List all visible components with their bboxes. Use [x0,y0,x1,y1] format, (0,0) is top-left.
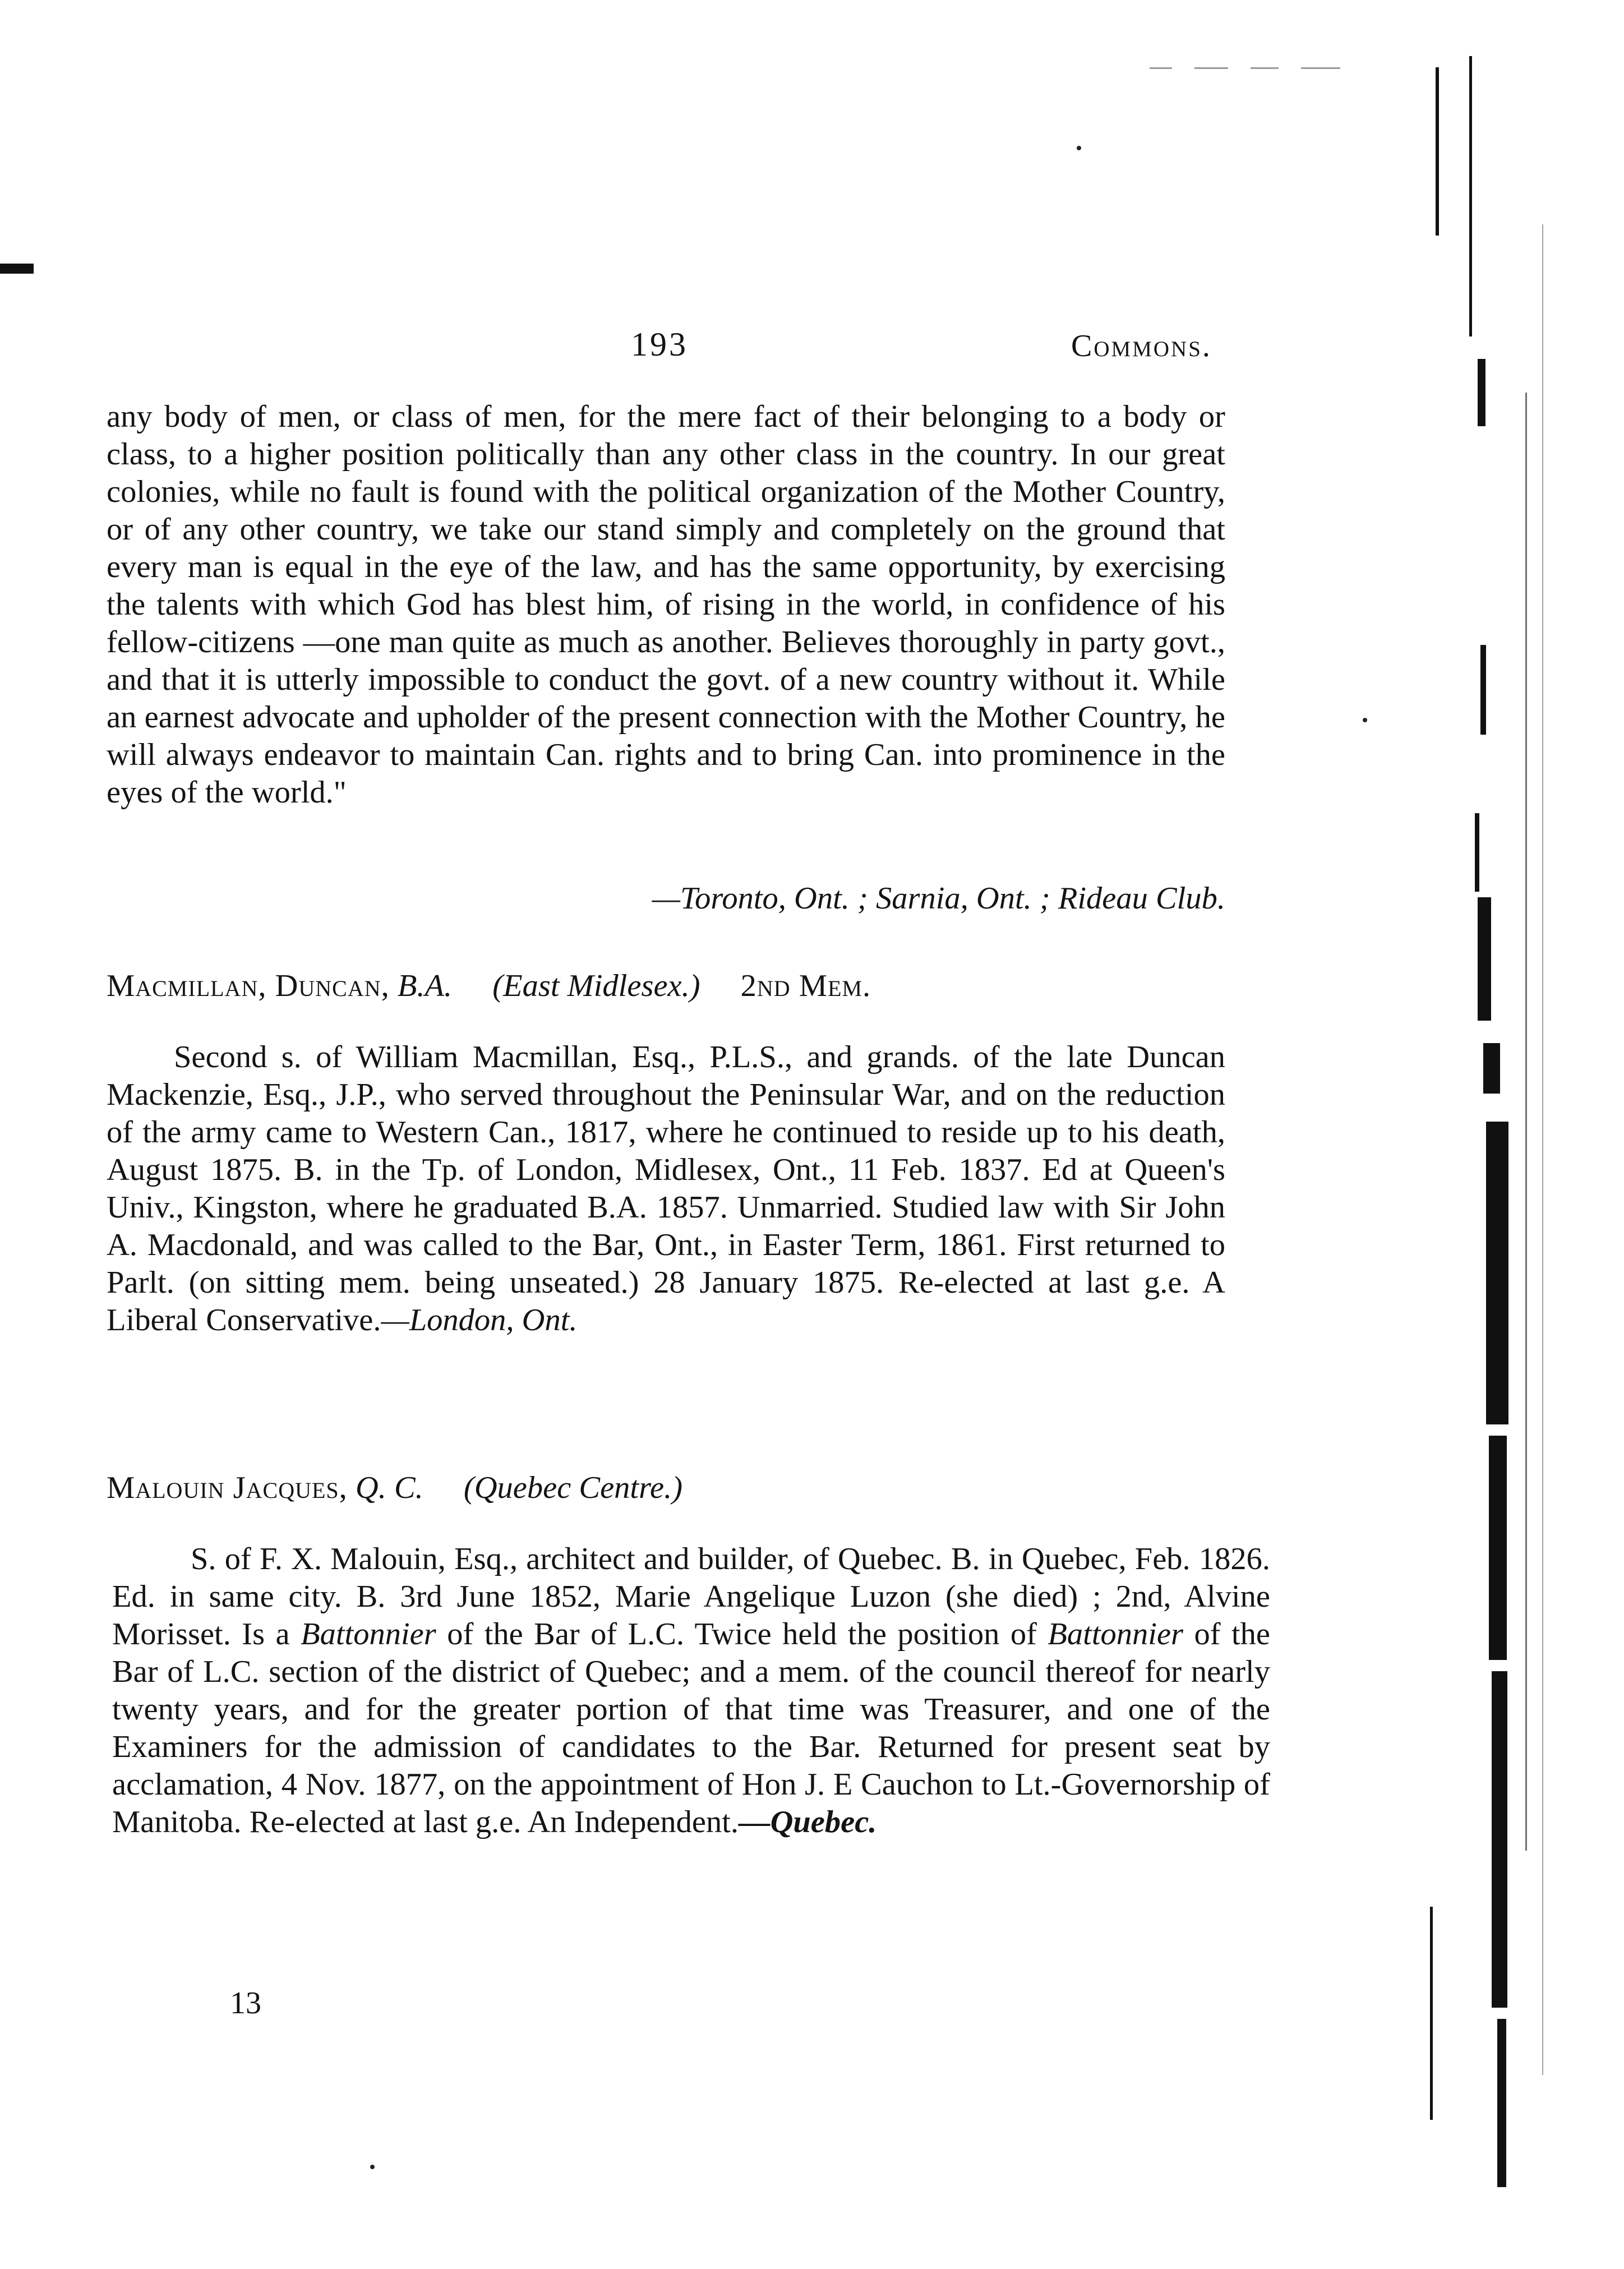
section-title: Commons. [1071,329,1212,363]
member-name: Malouin Jacques, [107,1470,348,1505]
member-note: 2nd Mem. [740,969,871,1003]
entry-heading-macmillan [107,967,871,1005]
scan-dash [1150,67,1172,69]
constituency: (Quebec Centre.) [463,1470,683,1505]
scan-dash [1194,67,1228,69]
italic-term: Battonnier [1048,1617,1184,1652]
italic-term: Battonnier [301,1617,436,1652]
biography-text-part1: S. of F. X. Malouin, Esq., architect and builder, of Quebec. B. in Quebec, Feb. 1826. Ed. in same city. B. 3rd June 1852, Marie Angelique Luzon (she died) ; 2nd, Alvine Morisset. Is a [112,1542,1270,1652]
signature-number: 13 [230,1986,261,2021]
scan-speck [370,2165,375,2169]
continued-biography-text: any body of men, or class of men, for the mere fact of their belonging to a body or class, to a higher position politically than any other class in the country. In our great colonies, while no fault is found with the political organization of the Mother Country, or of any other country, we take our stand simply and completely on the ground that every man is equal in the eye of the law, and has the same opportunity, by exercising the talents with which God has blest him, of rising in the world, in confidence of his fellow-citizens —one man quite as much as another. Believes thoroughly in party govt., and that it is utterly impossible to conduct the govt. of a new country without it. While an earnest advocate and upholder of the present connection with the Mother Country, he will always endeavor to maintain Can. rights and to bring Can. into prominence in the eyes of the world." [107,399,1225,810]
entry-heading-malouin [107,1469,682,1507]
scan-edge-mark [0,264,34,274]
member-degree: B.A. [397,969,453,1003]
residence: —London, Ont. [381,1303,578,1338]
biography-text: Second s. of William Macmillan, Esq., P.L.S., and grands. of the late Duncan Mackenzie, Esq., J.P., who served throughout the Peninsular War, and on the reduction of the army came to Western Can., 1817, where he continued to reside up to his death, August 1875. B. in the Tp. of London, Midlesex, Ont., 11 Feb. 1837. Ed at Queen's Univ., Kingston, where he graduated B.A. 1857. Unmarried. Studied law with Sir John A. Macdonald, and was called to the Bar, Ont., in Easter Term, 1861. First returned to Parlt. (on sitting mem. being unseated.) 28 January 1875. Re-elected at last g.e. A Liberal Conservative. [107,1040,1225,1338]
scan-dash [1301,67,1340,69]
binding-edge [1413,56,1581,2187]
biography-text-part2: of the Bar of L.C. Twice held the position of [447,1617,1037,1652]
page-number: 193 [631,326,688,363]
scan-speck [1077,146,1081,150]
biography-text-part3: of the Bar of L.C. section of the district of Quebec; and a mem. of the council thereof for nearly twenty years, and for the greater portion of that time was Treasurer, and one of the Examiners for the admission of candidates to the Bar. Returned for present seat by acclamation, 4 Nov. 1877, on the appointment of Hon J. E Cauchon to Lt.-Governorship of Manitoba. Re-elected at last g.e. An Independent. [112,1617,1271,1839]
scan-speck [1363,718,1367,722]
sources-list: —Toronto, Ont. ; Sarnia, Ont. ; Rideau Club. [652,881,1225,916]
member-degree: Q. C. [355,1470,423,1505]
biography-macmillan [107,1039,1225,1339]
biography-malouin [112,1541,1270,1841]
continued-entry-sources [107,880,1225,917]
member-name: Macmillan, Duncan, [107,969,390,1003]
scan-dash [1251,67,1279,69]
constituency: (East Midlesex.) [492,969,700,1003]
residence: —Quebec. [739,1805,877,1839]
